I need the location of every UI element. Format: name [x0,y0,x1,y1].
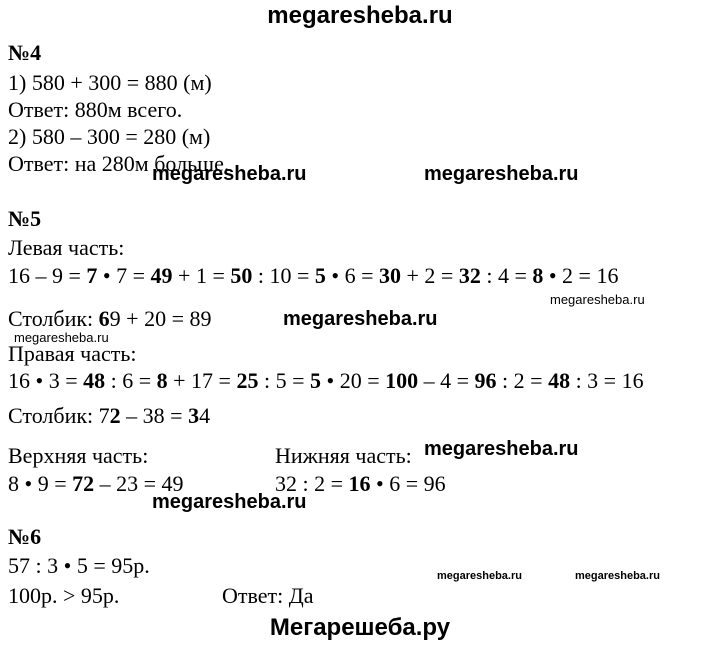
task4-answer1: Ответ: 880м всего. [8,97,183,122]
task4-line1: 1) 580 + 300 = 880 (м) [8,70,212,95]
task5-left-equation: 16 – 9 = 7 • 7 = 49 + 1 = 50 : 10 = 5 • 6 = 30 + 2 = 32 : 4 = 8 • 2 = 16 [8,263,619,288]
watermark: megaresheba.ru [550,292,645,307]
task5-right-label: Правая часть: [8,341,137,366]
watermark: megaresheba.ru [152,163,307,185]
watermark-top: megaresheba.ru [267,2,453,29]
task5-column2: Столбик: 72 – 38 = 34 [8,403,211,428]
task5-right-equation: 16 • 3 = 48 : 6 = 8 + 17 = 25 : 5 = 5 • 20 = 100 – 4 = 96 : 2 = 48 : 3 = 16 [8,368,644,393]
watermark: megaresheba.ru [283,308,438,330]
task4-line2: 2) 580 – 300 = 280 (м) [8,124,211,149]
task6-line1: 57 : 3 • 5 = 95р. [8,553,150,578]
task4-title: №4 [8,40,42,65]
task5-left-label: Левая часть: [8,235,125,260]
watermark-bottom: Мегарешеба.ру [269,614,451,641]
task5-upper-label: Верхняя часть: [8,443,149,468]
task5-column1: Столбик: 69 + 20 = 89 [8,306,212,331]
watermark: megaresheba.ru [575,570,660,582]
watermark: megaresheba.ru [424,438,579,460]
task5-lower-equation: 32 : 2 = 16 • 6 = 96 [275,471,446,496]
watermark: megaresheba.ru [424,163,579,185]
task6-title: №6 [8,524,42,549]
watermark: megaresheba.ru [437,570,522,582]
task6-line2: 100р. > 95р. [8,583,120,608]
task5-upper-equation: 8 • 9 = 72 – 23 = 49 [8,471,184,496]
task5-title: №5 [8,206,42,231]
task4-answer2: Ответ: на 280м больше. [8,151,230,176]
watermark: megaresheba.ru [14,330,109,345]
watermark: megaresheba.ru [152,491,307,513]
task6-answer: Ответ: Да [222,583,314,608]
task5-lower-label: Нижняя часть: [275,443,412,468]
